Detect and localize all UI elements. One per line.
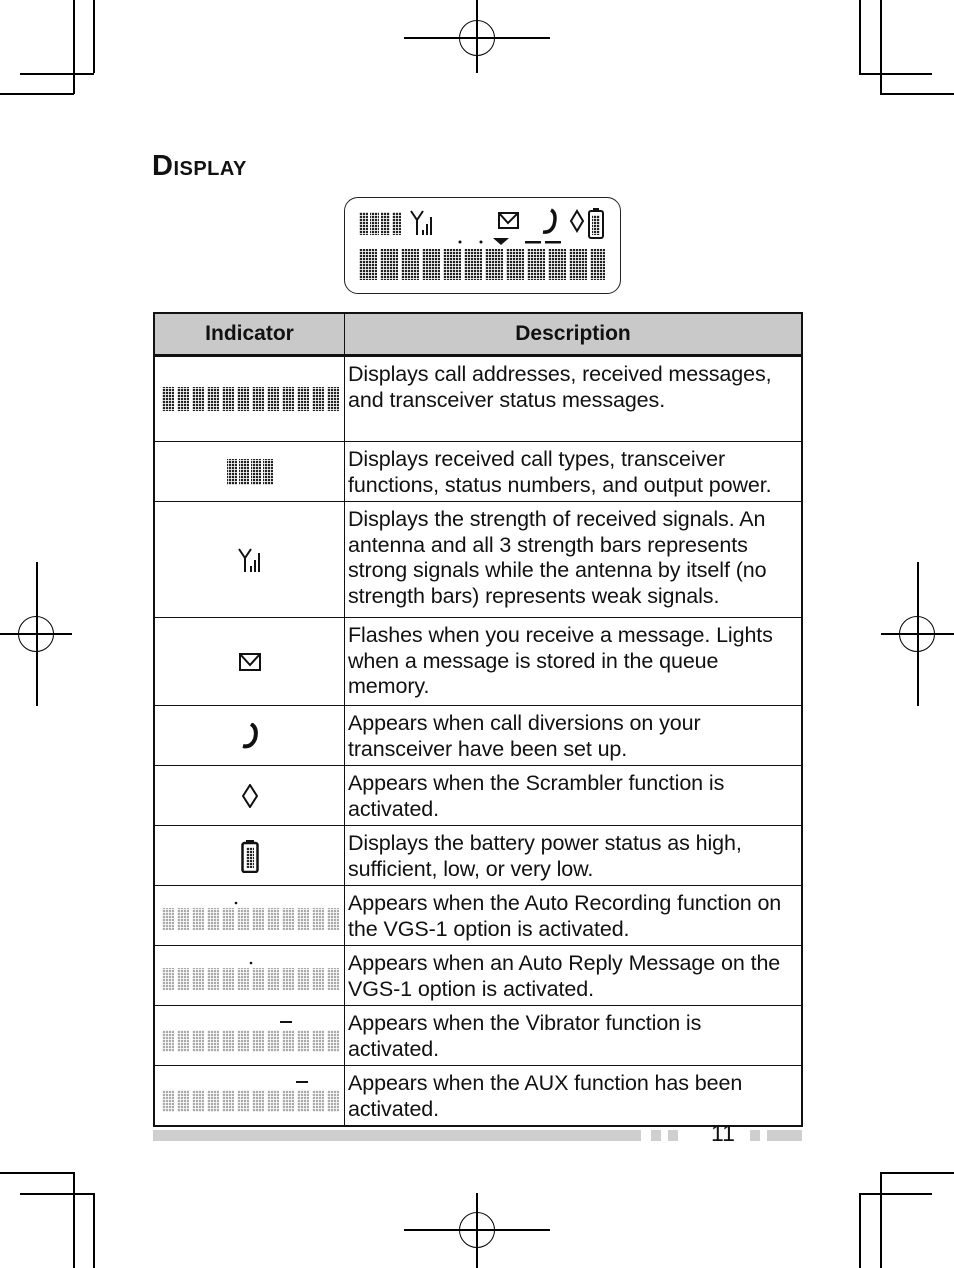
- description-cell: Appears when the AUX function has been activated.: [345, 1066, 803, 1127]
- crop-mark: [859, 1193, 861, 1268]
- crop-mark: [880, 1172, 954, 1174]
- description-cell: Appears when an Auto Reply Message on the VGS-1 option is activated.: [345, 946, 803, 1006]
- signal-strength-icon: [238, 547, 262, 573]
- indicator-table: [153, 312, 803, 1127]
- description-cell: Displays call addresses, received messages, and transceiver status messages.: [345, 356, 803, 442]
- auto-recording-dot-icon: [160, 901, 340, 931]
- crop-mark: [859, 0, 861, 73]
- footer-square: [651, 1130, 661, 1141]
- crop-mark: [93, 0, 95, 73]
- crop-mark: [859, 73, 932, 75]
- crop-mark: [73, 1172, 75, 1268]
- dot-matrix-12-digit-icon: [160, 386, 340, 412]
- description-cell: Displays the battery power status as high, sufficient, low, or very low.: [345, 826, 803, 886]
- crop-mark: [0, 93, 74, 95]
- auto-reply-dot-icon: [160, 961, 340, 991]
- description-cell: Displays received call types, transceiver functions, status numbers, and output power.: [345, 442, 803, 502]
- vibrator-bar-icon: [160, 1019, 340, 1053]
- aux-bar-icon: [160, 1079, 340, 1113]
- signal-antenna: [411, 211, 431, 235]
- crop-mark: [0, 1172, 74, 1174]
- footer-square: [750, 1130, 760, 1141]
- description-cell: Appears when call diversions on your transceiver have been set up.: [345, 706, 803, 766]
- crop-mark: [73, 0, 75, 94]
- table-row: [154, 1066, 802, 1127]
- crop-mark: [476, 0, 478, 73]
- handset: [543, 210, 555, 232]
- description-column-header: Description: [345, 313, 803, 356]
- footer-square: [668, 1130, 678, 1141]
- table-row: [154, 618, 802, 706]
- main-digits: [359, 249, 605, 280]
- lcd-segments-graphic: [345, 198, 619, 292]
- table-row: [154, 886, 802, 946]
- crop-mark: [880, 1172, 882, 1268]
- crop-mark: [36, 562, 38, 706]
- footer-bar: [767, 1130, 802, 1141]
- footer-bar: [153, 1130, 641, 1141]
- description-cell: Appears when the Vibrator function is activated.: [345, 1006, 803, 1066]
- call-diversion-handset-icon: [241, 723, 259, 749]
- indicator-cell: [154, 442, 345, 502]
- crop-mark: [476, 1193, 478, 1268]
- crop-mark: [93, 1193, 95, 1268]
- table-row: [154, 356, 802, 442]
- dot-matrix-4-digit-icon: [226, 458, 274, 486]
- crop-mark: [880, 0, 882, 94]
- table-row: [154, 1006, 802, 1066]
- description-cell: Flashes when you receive a message. Lights when a message is stored in the queue memory.: [345, 618, 803, 706]
- description-cell: Appears when the Auto Recording function on the VGS-1 option is activated.: [345, 886, 803, 946]
- scrambler-diamond-icon: [242, 784, 258, 808]
- envelope: [499, 213, 518, 228]
- table-row: [154, 502, 802, 618]
- battery: [589, 208, 603, 238]
- indicator-cell: [154, 1006, 345, 1066]
- lcd-display-illustration: [344, 197, 621, 294]
- indicator-cell: [154, 502, 345, 618]
- status-digits: [359, 212, 401, 235]
- battery-icon: [241, 839, 259, 873]
- indicator-cell: [154, 946, 345, 1006]
- table-row: [154, 826, 802, 886]
- indicator-column-header: Indicator: [154, 313, 345, 356]
- indicator-cell: [154, 356, 345, 442]
- indicator-cell: [154, 1066, 345, 1127]
- indicator-cell: [154, 886, 345, 946]
- description-cell: Appears when the Scrambler function is activated.: [345, 766, 803, 826]
- page-number: 11: [711, 1120, 735, 1146]
- table-row: [154, 766, 802, 826]
- crop-mark: [20, 73, 94, 75]
- diamond: [571, 211, 583, 231]
- table-row: [154, 442, 802, 502]
- envelope-message-icon: [239, 653, 261, 671]
- table-row: [154, 706, 802, 766]
- indicator-cell: [154, 618, 345, 706]
- description-cell: Displays the strength of received signals. An antenna and all 3 strength bars represents strong signals while the antenna by itself (no strength bars) represents weak signals.: [345, 502, 803, 618]
- table-header-row: [154, 313, 802, 356]
- crop-mark: [20, 1193, 94, 1195]
- indicator-cell: [154, 826, 345, 886]
- indicator-cell: [154, 706, 345, 766]
- section-title: Display: [152, 150, 247, 182]
- table-row: [154, 946, 802, 1006]
- crop-mark: [859, 1193, 932, 1195]
- crop-mark: [880, 93, 954, 95]
- indicator-cell: [154, 766, 345, 826]
- crop-mark: [917, 562, 919, 706]
